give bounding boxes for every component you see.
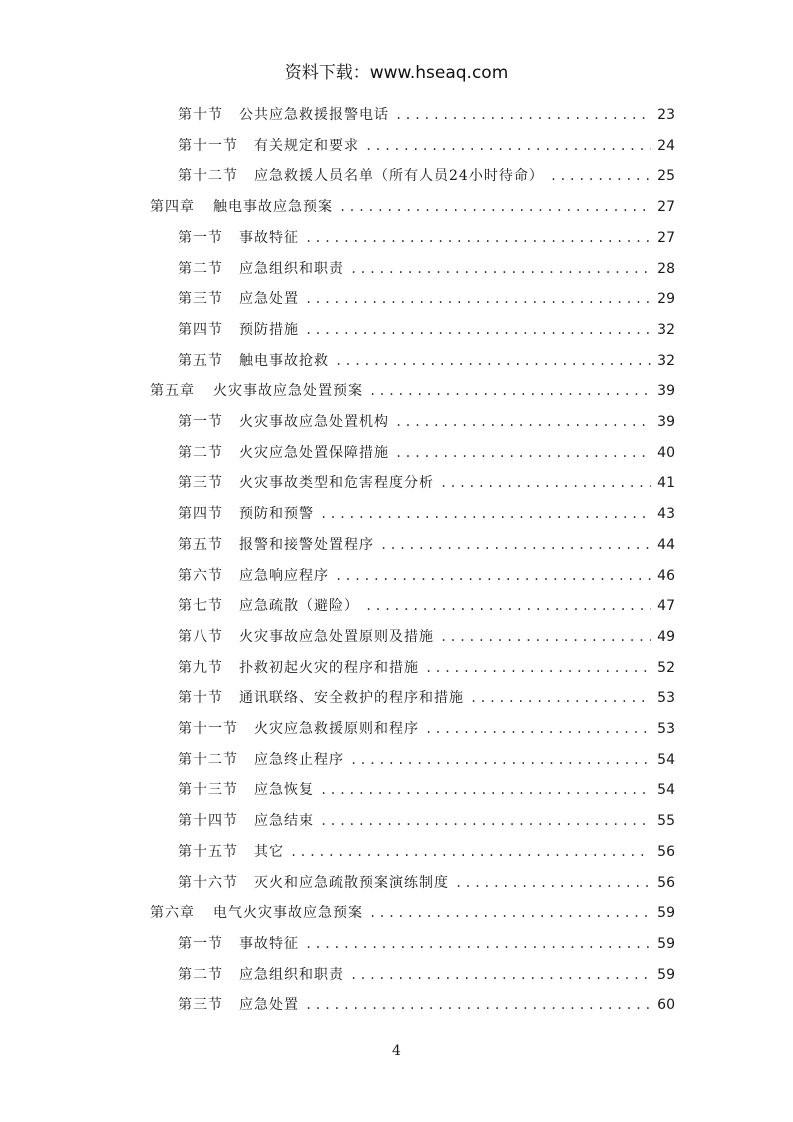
toc-entry-number: 第六节: [178, 567, 223, 584]
dot-leader: [455, 868, 651, 898]
toc-entry-page: 27: [657, 229, 675, 246]
toc-entry-number: 第十一节: [178, 137, 238, 154]
toc-section-entry[interactable]: [178, 284, 675, 314]
dot-leader: [305, 223, 651, 253]
toc-chapter-entry[interactable]: [150, 192, 675, 222]
toc-entry-title: 事故特征: [239, 935, 299, 952]
toc-section-entry[interactable]: [178, 929, 675, 959]
toc-entry-number: 第四节: [178, 321, 223, 338]
toc-entry-title: 火灾应急救援原则和程序: [254, 721, 419, 737]
toc-entry-number: 第一节: [178, 414, 223, 430]
dot-leader: [305, 929, 651, 959]
dot-leader: [365, 591, 651, 621]
dot-leader: [395, 438, 651, 468]
dot-leader: [470, 683, 651, 713]
toc-section-entry[interactable]: [178, 499, 675, 529]
toc-entry-title: 应急结束: [254, 813, 314, 830]
toc-entry-number: 第三节: [178, 997, 223, 1014]
toc-entry-page: 59: [657, 905, 675, 922]
toc-entry-title: 电气火灾事故应急预案: [213, 905, 363, 922]
toc-entry-title: 火灾事故应急处置预案: [213, 383, 363, 400]
toc-entry-number: 第十二节: [178, 168, 238, 185]
toc-section-entry[interactable]: [178, 346, 675, 376]
toc-section-entry[interactable]: [178, 315, 675, 345]
dot-leader: [380, 530, 651, 560]
toc-entry-page: 32: [657, 352, 675, 369]
toc-entry-number: 第二节: [178, 444, 223, 461]
toc-entry-number: 第十节: [178, 107, 223, 123]
dot-leader: [339, 192, 651, 222]
dot-leader: [290, 837, 651, 867]
toc-entry-title: 预防措施: [239, 321, 299, 338]
toc-entry-page: 53: [657, 690, 675, 707]
toc-entry-page: 56: [657, 874, 675, 891]
toc-entry-title: 应急终止程序: [254, 751, 344, 768]
toc-entry-number: 第二节: [178, 966, 223, 983]
toc-entry-page: 49: [657, 628, 675, 645]
toc-entry-title: 事故特征: [239, 229, 299, 246]
toc-chapter-entry[interactable]: [150, 376, 675, 406]
toc-section-entry[interactable]: [178, 806, 675, 836]
dot-leader: [335, 561, 651, 591]
toc-section-entry[interactable]: [178, 254, 675, 284]
dot-leader: [395, 100, 651, 130]
dot-leader: [350, 960, 651, 990]
dot-leader: [320, 499, 651, 529]
toc-entry-page: 54: [657, 751, 675, 768]
dot-leader: [369, 898, 651, 928]
toc-entry-number: 第七节: [178, 598, 223, 615]
toc-entry-title: 触电事故抢救: [239, 352, 329, 369]
toc-entry-title: 触电事故应急预案: [213, 199, 333, 216]
toc-entry-title: 有关规定和要求: [254, 137, 359, 154]
dot-leader: [335, 346, 651, 376]
toc-entry-page: 52: [657, 659, 675, 676]
toc-entry-title: 火灾应急处置保障措施: [239, 444, 389, 461]
toc-section-entry[interactable]: [178, 591, 675, 621]
toc-entry-title: 报警和接警处置程序: [239, 536, 374, 553]
toc-entry-number: 第八节: [178, 628, 223, 645]
toc-entry-page: 54: [657, 782, 675, 799]
toc-section-entry[interactable]: [178, 100, 675, 130]
toc-entry-title: 预防和预警: [239, 506, 314, 523]
toc-entry-page: 28: [657, 260, 675, 277]
toc-entry-page: 44: [657, 536, 675, 553]
toc-entry-number: 第九节: [178, 659, 223, 676]
toc-chapter-entry[interactable]: [150, 898, 675, 928]
toc-section-entry[interactable]: [178, 438, 675, 468]
toc-entry-number: 第十一节: [178, 721, 238, 737]
toc-entry-number: 第二节: [178, 260, 223, 277]
toc-section-entry[interactable]: [178, 990, 675, 1020]
toc-section-entry[interactable]: [178, 561, 675, 591]
toc-entry-page: 60: [657, 997, 675, 1014]
dot-leader: [305, 284, 651, 314]
toc-entry-title: 公共应急救援报警电话: [239, 107, 389, 123]
toc-entry-page: 47: [657, 598, 675, 615]
dot-leader: [395, 407, 651, 437]
dot-leader: [365, 131, 651, 161]
toc-entry-number: 第一节: [178, 935, 223, 952]
toc-entry-title: 应急处置: [239, 291, 299, 308]
dot-leader: [425, 653, 651, 683]
toc-section-entry[interactable]: [178, 714, 675, 744]
toc-entry-page: 39: [657, 414, 675, 430]
page-header: 资料下载：www.hseaq.com: [284, 63, 509, 83]
dot-leader: [369, 376, 651, 406]
toc-section-entry[interactable]: [178, 775, 675, 805]
toc-entry-page: 40: [657, 444, 675, 461]
dot-leader: [550, 161, 651, 191]
toc-entry-number: 第六章: [150, 905, 195, 922]
toc-entry-page: 29: [657, 291, 675, 308]
toc-entry-page: 53: [657, 721, 675, 737]
toc-section-entry[interactable]: [178, 622, 675, 652]
toc-section-entry[interactable]: [178, 653, 675, 683]
toc-entry-number: 第十节: [178, 690, 223, 707]
toc-section-entry[interactable]: [178, 745, 675, 775]
toc-section-entry[interactable]: [178, 468, 675, 498]
toc-entry-title: 应急恢复: [254, 782, 314, 799]
dot-leader: [320, 806, 651, 836]
toc-entry-title: 通讯联络、安全救护的程序和措施: [239, 690, 464, 707]
toc-section-entry[interactable]: [178, 407, 675, 437]
toc-section-entry[interactable]: [178, 223, 675, 253]
toc-section-entry[interactable]: [178, 837, 675, 867]
toc-entry-page: 59: [657, 935, 675, 952]
toc-entry-page: 41: [657, 475, 675, 492]
dot-leader: [350, 745, 651, 775]
toc-entry-title: 其它: [254, 843, 284, 860]
toc-entry-number: 第五节: [178, 536, 223, 553]
toc-entry-title: 火灾事故类型和危害程度分析: [239, 475, 434, 492]
toc-entry-number: 第十五节: [178, 843, 238, 860]
toc-section-entry[interactable]: [178, 683, 675, 713]
toc-entry-page: 27: [657, 199, 675, 216]
toc-section-entry[interactable]: [178, 530, 675, 560]
toc-section-entry[interactable]: [178, 161, 675, 191]
toc-entry-number: 第四章: [150, 199, 195, 216]
toc-entry-page: 59: [657, 966, 675, 983]
toc-entry-number: 第十二节: [178, 751, 238, 768]
toc-entry-page: 32: [657, 321, 675, 338]
toc-entry-title: 扑救初起火灾的程序和措施: [239, 659, 419, 676]
toc-entry-number: 第三节: [178, 291, 223, 308]
toc-entry-number: 第四节: [178, 506, 223, 523]
toc-section-entry[interactable]: [178, 131, 675, 161]
dot-leader: [440, 468, 651, 498]
toc-entry-page: 39: [657, 383, 675, 400]
toc-entry-number: 第五节: [178, 352, 223, 369]
toc-entry-number: 第一节: [178, 229, 223, 246]
toc-entry-title: 应急疏散（避险）: [239, 598, 359, 615]
toc-entry-number: 第十三节: [178, 782, 238, 799]
toc-entry-title: 应急救援人员名单（所有人员24小时待命）: [254, 168, 544, 185]
toc-entry-page: 55: [657, 813, 675, 830]
toc-entry-page: 56: [657, 843, 675, 860]
toc-section-entry[interactable]: [178, 960, 675, 990]
toc-section-entry[interactable]: [178, 868, 675, 898]
dot-leader: [350, 254, 651, 284]
toc-entry-title: 应急响应程序: [239, 567, 329, 584]
toc-entry-page: 23: [657, 107, 675, 123]
toc-entry-title: 火灾事故应急处置原则及措施: [239, 628, 434, 645]
dot-leader: [425, 714, 651, 744]
toc-entry-title: 应急处置: [239, 997, 299, 1014]
dot-leader: [320, 775, 651, 805]
toc-entry-number: 第五章: [150, 383, 195, 400]
dot-leader: [440, 622, 651, 652]
toc-entry-number: 第十四节: [178, 813, 238, 830]
dot-leader: [305, 315, 651, 345]
page-number: 4: [392, 1043, 401, 1059]
toc-entry-title: 灭火和应急疏散预案演练制度: [254, 874, 449, 891]
toc-entry-page: 24: [657, 137, 675, 154]
dot-leader: [305, 990, 651, 1020]
toc-entry-number: 第十六节: [178, 874, 238, 891]
toc-entry-page: 46: [657, 567, 675, 584]
toc-entry-page: 43: [657, 506, 675, 523]
toc-entry-page: 25: [657, 168, 675, 185]
toc-entry-number: 第三节: [178, 475, 223, 492]
toc-entry-title: 火灾事故应急处置机构: [239, 414, 389, 430]
toc-entry-title: 应急组织和职责: [239, 260, 344, 277]
toc-entry-title: 应急组织和职责: [239, 966, 344, 983]
